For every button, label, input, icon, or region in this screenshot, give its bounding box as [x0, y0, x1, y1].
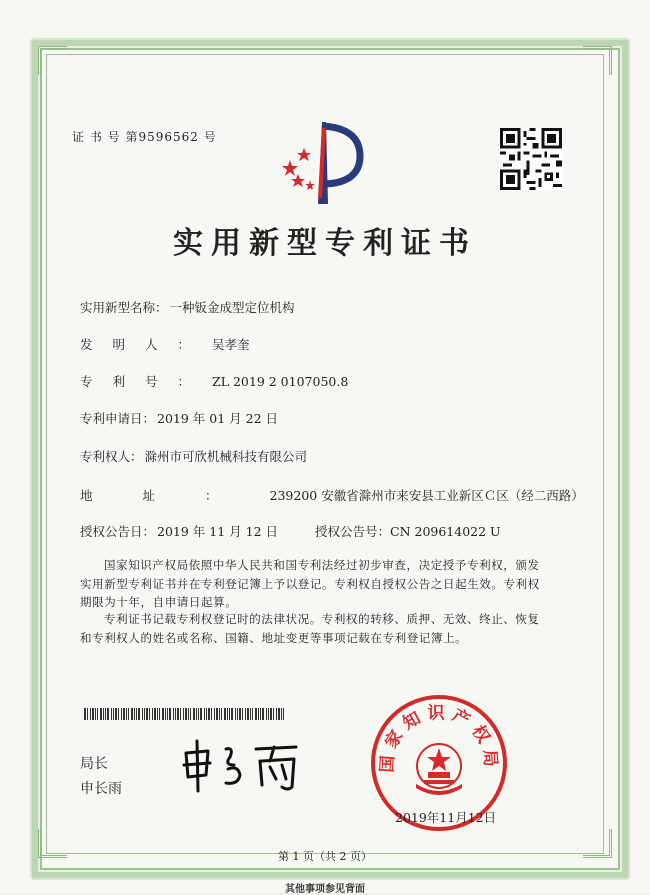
patent-no-field — [80, 372, 348, 390]
address-label: 地址： — [80, 488, 268, 503]
grant-date-field — [80, 522, 278, 540]
inventor-field — [80, 335, 250, 353]
corner-ornament — [38, 46, 67, 75]
grant-no-label: 授权公告号： — [315, 524, 391, 539]
cnipa-logo-icon — [268, 118, 378, 208]
filing-date-value: 2019 年 01 月 22 日 — [157, 411, 279, 426]
qr-code — [500, 128, 562, 190]
certificate-number: 证 书 号 第9596562 号 — [72, 130, 217, 144]
page-number: 第 1 页（共 2 页） — [278, 850, 372, 863]
patentee-field — [80, 447, 307, 465]
address-field — [80, 486, 584, 504]
barcode — [84, 708, 284, 720]
inventor-value: 吴孝奎 — [212, 337, 250, 352]
patentee-label: 专利权人： — [80, 449, 143, 464]
director-name: 申长雨 — [80, 781, 122, 797]
director-title: 局长 — [80, 756, 108, 772]
patentee-value: 滁州市可欣机械科技有限公司 — [144, 449, 308, 464]
filing-date-label: 专利申请日： — [80, 411, 156, 426]
grant-date-label: 授权公告日： — [80, 524, 156, 539]
seal-text: 国家知识产权局 — [377, 703, 501, 774]
grant-no-field — [315, 522, 501, 540]
grant-no-value: CN 209614022 U — [390, 524, 501, 539]
model-name-label: 实用新型名称： — [80, 300, 168, 315]
address-value: 239200 安徽省滁州市来安县工业新区Ｃ区（经二西路） — [269, 488, 584, 503]
legal-status-paragraph: 专利证书记载专利权登记时的法律状况。专利权的转移、质押、无效、终止、恢复和专利权人的姓名或名称、国籍、地址变更等事项记载在专利登记簿上。 — [80, 612, 540, 645]
model-name-value: 一种钣金成型定位机构 — [169, 300, 295, 315]
filing-date-field — [80, 409, 278, 427]
issue-date: 2019年11月12日 — [395, 810, 497, 825]
footer-note: 其他事项参见背面 — [285, 884, 365, 895]
handwritten-signature — [178, 735, 328, 795]
patent-no-label: 专利号： — [80, 374, 211, 389]
corner-ornament — [583, 46, 612, 75]
grant-date-value: 2019 年 11 月 12 日 — [157, 524, 279, 539]
grant-statement-paragraph: 国家知识产权局依照中华人民共和国专利法经过初步审查，决定授予专利权，颁发实用新型专利证书并在专利登记簿上予以登记。专利权自授权公告之日起生效。专利权期限为十年，自申请日起算。 — [80, 558, 540, 609]
patent-no-value: ZL 2019 2 0107050.8 — [212, 374, 349, 389]
model-name-field — [80, 298, 295, 316]
inventor-label: 发明人： — [80, 337, 211, 352]
certificate-title: 实用新型专利证书 — [173, 226, 477, 261]
